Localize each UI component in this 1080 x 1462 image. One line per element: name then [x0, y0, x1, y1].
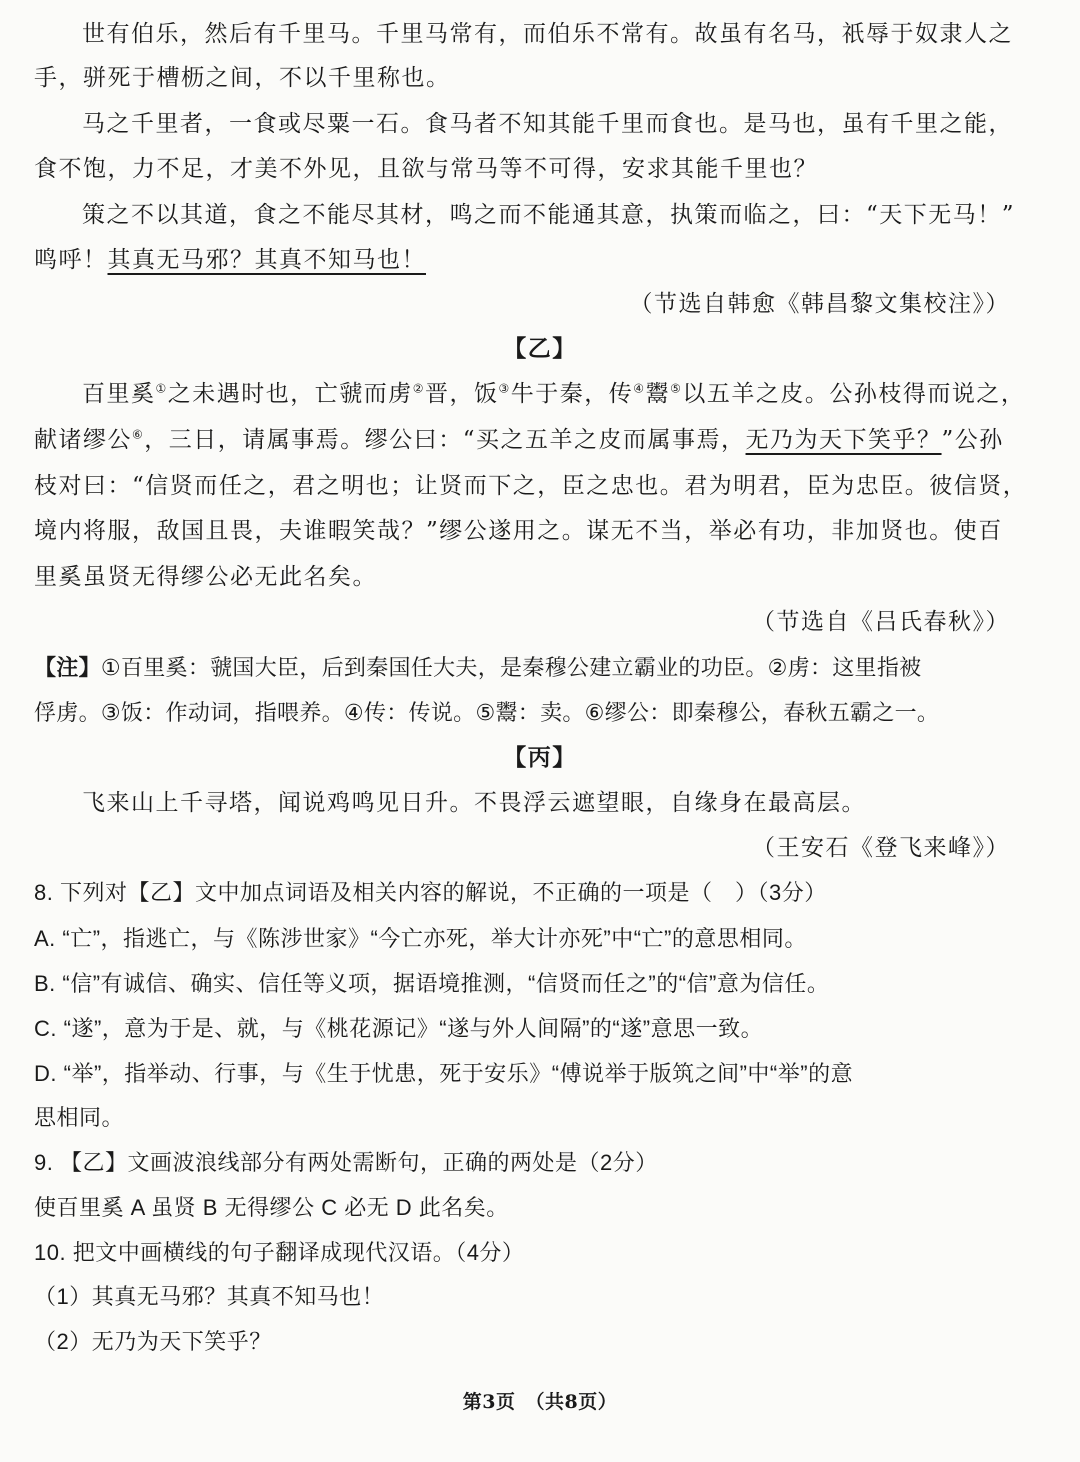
- yi-text: 晋，饭: [425, 381, 499, 407]
- note-ref-5: ⑤: [670, 381, 683, 396]
- jia-p3-line1: 策之不以其道，食之不能尽其材，鸣之而不能通其意，执策而临之，曰：“天下无马！”: [82, 202, 1016, 228]
- yi-text: 献诸缪公: [34, 427, 132, 453]
- yi-line4: 境内将服，敌国且畏，夫谁暇笑哉？”缪公遂用之。谋无不当，举必有功，非加贤也。使百: [34, 518, 1003, 544]
- yi-text: 之未遇时也，亡虢而虏: [167, 381, 413, 407]
- jia-p2-line2: 食不饱，力不足，才美不外见，且欲与常马等不可得，安求其能千里也？: [34, 156, 818, 182]
- question-8-option-b: B. “信”有诚信、确实、信任等义项，据语境推测，“信贤而任之”的“信”意为信任。: [34, 971, 830, 996]
- note-ref-6: ⑥: [132, 427, 145, 442]
- yi-heading: 【乙】: [503, 335, 577, 362]
- note-text: ①百里奚：虢国大臣，后到秦国任大夫，是秦穆公建立霸业的功臣。②虏：这里指被: [100, 655, 922, 680]
- jia-p3-line2: [34, 244, 1044, 276]
- question-10: 10. 把文中画横线的句子翻译成现代汉语。（4分）: [34, 1240, 525, 1265]
- note-ref-1: ①: [155, 381, 168, 396]
- yi-text: 鬻: [645, 381, 671, 407]
- yi-line1: [82, 378, 1044, 410]
- yi-text: 百里奚: [82, 381, 156, 407]
- bing-heading: 【丙】: [503, 744, 577, 771]
- yi-text: ，三日，请属事焉。缪公曰：“买之五羊之皮而属事焉，: [144, 427, 746, 453]
- jia-p2-line1: 马之千里者，一食或尽粟一石。食马者不知其能千里而食也。是马也，虽有千里之能，: [82, 111, 1013, 137]
- question-8-option-d-line2: 思相同。: [34, 1105, 125, 1130]
- question-8-option-d-line1: D. “举”，指举动、行事，与《生于忧患，死于安乐》“傅说举于版筑之间”中“举”的意: [34, 1061, 854, 1086]
- yi-line2: [34, 424, 1044, 456]
- bing-source: （王安石《登飞来峰》）: [752, 835, 1010, 861]
- note-ref-2: ②: [412, 381, 426, 396]
- question-10-part2: （2）无乃为天下笑乎？: [34, 1329, 272, 1354]
- yi-line5: 里奚虽贤无得缪公必无此名矣。: [34, 564, 377, 590]
- jia-p1-line1: 世有伯乐，然后有千里马。千里马常有，而伯乐不常有。故虽有名马，祇辱于奴隶人之: [82, 21, 1013, 47]
- question-9-sentence: 使百里奚 A 虽贤 B 无得缪公 C 必无 D 此名矣。: [34, 1195, 509, 1220]
- jia-p1-line2: 手，骈死于槽枥之间，不以千里称也。: [34, 65, 451, 91]
- yi-note-line1: [34, 652, 1044, 684]
- jia-source: （节选自韩愈《韩昌黎文集校注》）: [629, 291, 1010, 317]
- yi-source: （节选自《吕氏春秋》）: [752, 609, 1010, 635]
- jia-underlined-sentence: 其真无马邪？其真不知马也！: [107, 247, 426, 273]
- note-ref-4: ④: [633, 381, 646, 396]
- question-8: 8. 下列对【乙】文中加点词语及相关内容的解说，不正确的一项是（ ）（3分）: [34, 880, 827, 905]
- yi-text: 牛于秦，传: [510, 381, 634, 407]
- yi-note-line2: 俘虏。③饭：作动词，指喂养。④传：传说。⑤鬻：卖。⑥缪公：即秦穆公，春秋五霸之一。: [34, 700, 940, 725]
- yi-text: 以五羊之皮。公孙枝得而说之，: [682, 381, 1026, 407]
- yi-line3: 枝对曰：“信贤而任之，君之明也；让贤而下之，臣之忠也。君为明君，臣为忠臣。彼信贤，: [34, 473, 1028, 499]
- yi-text: ”公孙: [941, 427, 1004, 453]
- note-label: 【注】: [34, 655, 101, 680]
- question-9: 9. 【乙】文画波浪线部分有两处需断句，正确的两处是（2分）: [34, 1150, 658, 1175]
- question-10-part1: （1）其真无马邪？其真不知马也！: [34, 1284, 385, 1309]
- question-8-option-a: A. “亡”，指逃亡，与《陈涉世家》“今亡亦死，举大计亦死”中“亡”的意思相同。: [34, 926, 807, 951]
- bing-poem: 飞来山上千寻塔，闻说鸡鸣见日升。不畏浮云遮望眼，自缘身在最高层。: [82, 790, 866, 816]
- yi-underlined-sentence: 无乃为天下笑乎？: [745, 427, 942, 453]
- question-8-option-c: C. “遂”，意为于是、就，与《桃花源记》“遂与外人间隔”的“遂”意思一致。: [34, 1016, 764, 1041]
- page-footer: 第3页 （共8页）: [462, 1391, 618, 1413]
- note-ref-3: ③: [498, 381, 511, 396]
- jia-p3-exclaim: 鸣呼！: [34, 247, 108, 273]
